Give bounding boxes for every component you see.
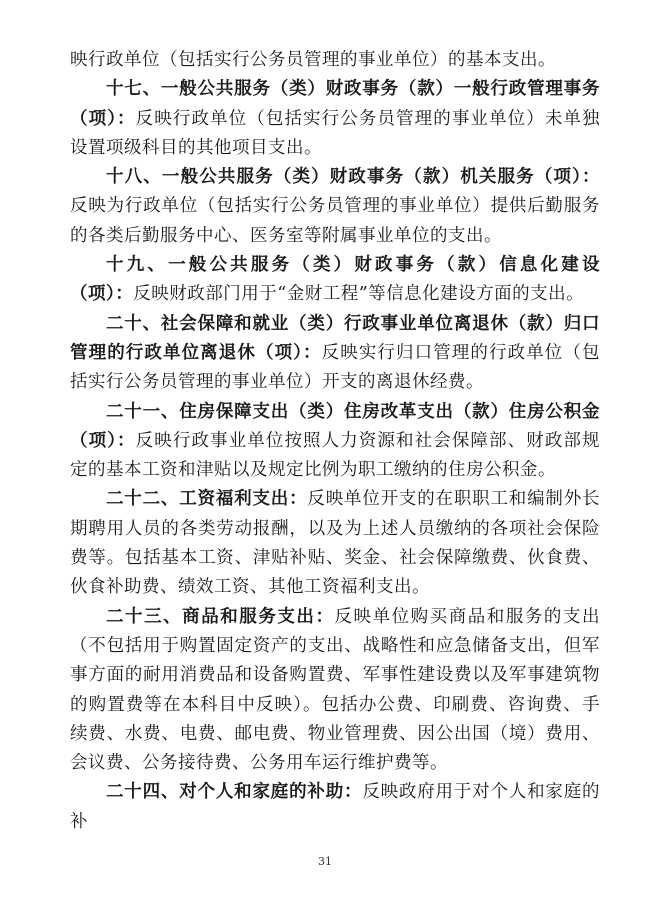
paragraph-body: 反映单位开支的在职职工和编制外长期聘用人员的各类劳动报酬，以及为上述人员缴纳的各项社会保险费等。包括基本工资、津贴补贴、奖金、社会保障缴费、伙食费、伙食补助费、绩效工资、其他工资福利支出。	[70, 489, 601, 598]
paragraph-body: 反映财政部门用于“金财工程”等信息化建设方面的支出。	[133, 284, 585, 305]
paragraph-item-19	[70, 251, 600, 310]
paragraph-heading: 十七、一般公共服务（类）财政事务（款）一般行政管理事务（项）：	[70, 79, 600, 129]
paragraph-heading: 二十、社会保障和就业（类）行政事业单位离退休（款）归口管理的行政单位离退休（项）：	[70, 313, 600, 363]
paragraph-body: 反映实行归口管理的行政单位（包括实行公务员管理的事业单位）开支的离退休经费。	[70, 342, 600, 393]
paragraph-heading: 二十三、商品和服务支出：	[106, 606, 335, 627]
paragraph-body: 反映为行政单位（包括实行公务员管理的事业单位）提供后勤服务的各类后勤服务中心、医务室等附属事业单位的支出。	[70, 196, 600, 246]
paragraph-heading: 二十四、对个人和家庭的补助：	[106, 782, 363, 803]
paragraph-item-24	[70, 778, 600, 837]
document-page	[70, 46, 600, 837]
paragraph-item-17	[70, 75, 600, 163]
page-number: 31	[318, 855, 332, 868]
paragraph-item-22	[70, 485, 600, 602]
paragraph-heading: 二十二、工资福利支出：	[106, 489, 308, 510]
paragraph-body: 映行政单位（包括实行公务员管理的事业单位）的基本支出。	[70, 50, 556, 70]
paragraph-continuation	[70, 46, 600, 75]
paragraph-item-18	[70, 163, 600, 251]
paragraph-body: 反映行政单位（包括实行公务员管理的事业单位）未单独设置项级科目的其他项目支出。	[70, 108, 601, 158]
paragraph-heading: 十八、一般公共服务（类）财政事务（款）机关服务（项）：	[106, 167, 600, 188]
paragraph-item-23	[70, 603, 600, 779]
paragraph-item-20	[70, 310, 600, 398]
paragraph-body: 反映单位购买商品和服务的支出（不包括用于购置固定资产的支出、战略性和应急储备支出，但军事方面的耐用消费品和设备购置费、军事性建设费以及军事建筑物的购置费等在本科目中反映）。包括办公费、印刷费、咨询费、手续费、水费、电费、邮电费、物业管理费、因公出国（境）费用、会议费、公务接待费、公务用车运行维护费等。	[70, 606, 601, 774]
paragraph-item-21	[70, 398, 600, 486]
paragraph-body: 反映政府用于对个人和家庭的补	[70, 782, 601, 832]
paragraph-heading: 二十一、住房保障支出（类）住房改革支出（款）住房公积金（项）：	[70, 401, 600, 451]
paragraph-heading: 十九、一般公共服务（类）财政事务（款）信息化建设（项）：	[70, 255, 600, 305]
paragraph-body: 反映行政事业单位按照人力资源和社会保障部、财政部规定的基本工资和津贴以及规定比例为职工缴纳的住房公积金。	[70, 430, 601, 481]
